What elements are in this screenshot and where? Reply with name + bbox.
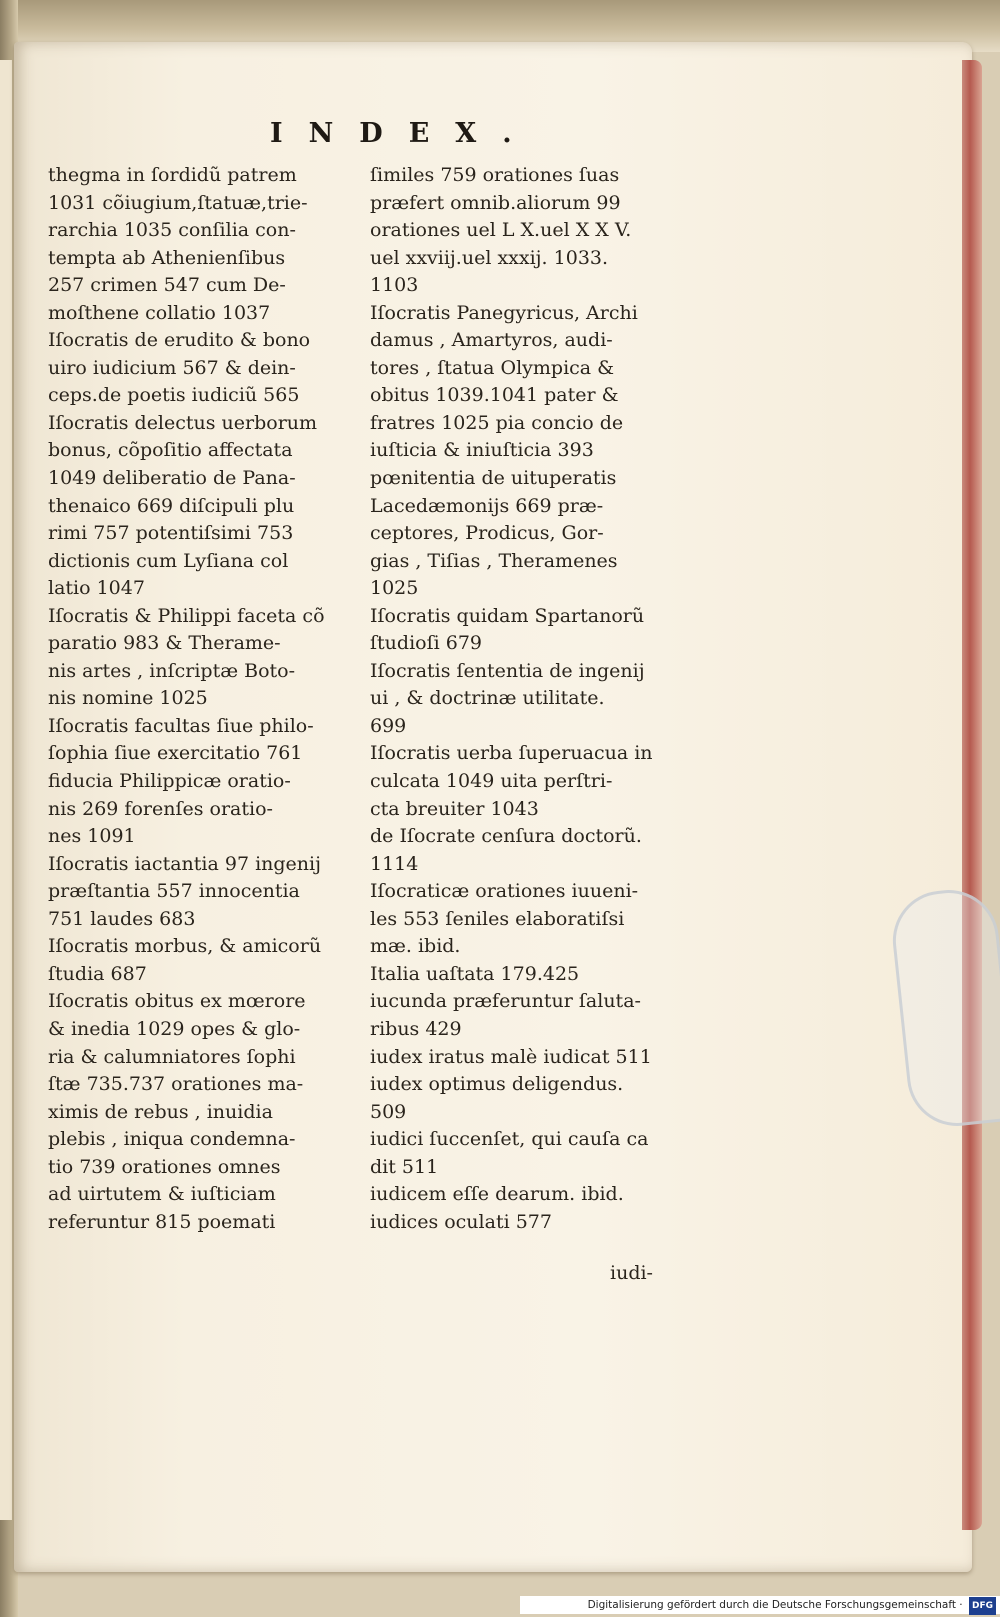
index-line: ſtæ 735.737 orationes ma- — [48, 1073, 304, 1096]
index-line: thenaico 669 diſcipuli plu — [48, 494, 295, 517]
index-line: ceptores, Prodicus, Gor- — [370, 522, 604, 545]
index-line: Iſocratis delectus uerborum — [48, 411, 318, 434]
index-line: ſtudioſi 679 — [370, 632, 482, 655]
index-line: Iſocratis facultas ſiue philo- — [48, 714, 314, 737]
index-line: ria & calumniatores ſophi — [48, 1045, 296, 1068]
index-line: Iſocratis Panegyricus, Archi — [370, 301, 638, 324]
index-line: 257 crimen 547 cum De- — [48, 274, 286, 297]
index-line: les 553 ſeniles elaboratiſsi — [370, 907, 625, 930]
index-column-right — [370, 162, 680, 1236]
index-line: Iſocratis de erudito & bono — [48, 329, 311, 352]
index-line: orationes uel L X.uel X X V. — [370, 219, 632, 242]
index-line: Lacedæmonijs 669 præ- — [370, 494, 604, 517]
index-line: Iſocratis iactantia 97 ingenij — [48, 852, 321, 875]
index-line: fratres 1025 pia concio de — [370, 411, 624, 434]
index-line: damus , Amartyros, audi- — [370, 329, 613, 352]
index-line: Iſocratis obitus ex mœrore — [48, 990, 306, 1013]
index-line: bonus, cõpoſitio affectata — [48, 439, 293, 462]
index-line: gias , Tiſias , Theramenes — [370, 549, 618, 572]
index-line: rimi 757 potentiſsimi 753 — [48, 522, 294, 545]
index-line: 1031 cõiugium,ſtatuæ,trie- — [48, 191, 308, 214]
index-line: thegma in ſordidũ patrem — [48, 164, 297, 186]
index-line: iudices oculati 577 — [370, 1210, 552, 1233]
index-line: fiducia Philippicæ oratio- — [48, 770, 291, 793]
index-line: ribus 429 — [370, 1017, 462, 1040]
facing-page-strip — [0, 60, 12, 1520]
index-line: dictionis cum Lyſiana col — [48, 549, 289, 572]
index-line: nes 1091 — [48, 825, 136, 848]
page-header: INDEX. — [270, 118, 538, 149]
index-line: ſimiles 759 orationes ſuas — [370, 164, 620, 186]
index-line: ximis de rebus , inuidia — [48, 1100, 273, 1123]
index-line: pœnitentia de uituperatis — [370, 467, 617, 490]
index-line: 1114 — [370, 852, 419, 875]
index-line: præfert omnib.aliorum 99 — [370, 191, 621, 214]
index-line: ad uirtutem & iuſticiam — [48, 1183, 276, 1206]
index-line: Iſocratis morbus, & amicorũ — [48, 935, 322, 958]
index-line: culcata 1049 uita perſtri- — [370, 770, 613, 793]
index-line: ceps.de poetis iudiciũ 565 — [48, 384, 300, 407]
index-line: Iſocraticæ orationes iuueni- — [370, 880, 639, 903]
index-line: tio 739 orationes omnes — [48, 1155, 281, 1178]
index-line: rarchia 1035 conſilia con- — [48, 219, 296, 242]
index-line: Iſocratis uerba ſuperuacua in — [370, 742, 653, 765]
index-line: iudici ſuccenſet, qui cauſa ca — [370, 1128, 649, 1151]
index-line: ſtudia 687 — [48, 962, 147, 985]
index-line: Iſocratis & Philippi faceta cõ — [48, 604, 325, 627]
index-line: mæ. ibid. — [370, 935, 461, 958]
index-line: ſophia ſiue exercitatio 761 — [48, 742, 303, 765]
index-line: paratio 983 & Therame- — [48, 632, 281, 655]
index-line: tempta ab Athenienſibus — [48, 246, 286, 269]
index-line: plebis , iniqua condemna- — [48, 1128, 296, 1151]
index-line: uel xxviij.uel xxxij. 1033. — [370, 246, 609, 269]
index-column-left — [48, 162, 368, 1236]
index-line: uiro iudicium 567 & dein- — [48, 356, 296, 379]
index-line: 1103 — [370, 274, 419, 297]
index-line: 509 — [370, 1100, 407, 1123]
index-line: latio 1047 — [48, 577, 145, 600]
index-line: iudicem eſſe dearum. ibid. — [370, 1183, 624, 1206]
index-line: iudex iratus malè iudicat 511 — [370, 1045, 652, 1068]
index-line: nis nomine 1025 — [48, 687, 208, 710]
index-line: cta breuiter 1043 — [370, 797, 539, 820]
index-line: & inedia 1029 opes & glo- — [48, 1017, 301, 1040]
index-line: ui , & doctrinæ utilitate. — [370, 687, 605, 710]
index-line: referuntur 815 poemati — [48, 1210, 276, 1233]
index-line: iucunda præferuntur ſaluta- — [370, 990, 641, 1013]
index-line: iudex optimus deligendus. — [370, 1073, 624, 1096]
index-line: præſtantia 557 innocentia — [48, 880, 300, 903]
digitization-footer — [520, 1596, 1000, 1614]
red-page-edge — [962, 60, 982, 1530]
index-line: iuſticia & iniuſticia 393 — [370, 439, 594, 462]
index-line: 699 — [370, 714, 407, 737]
catchword: iudi- — [610, 1262, 653, 1284]
index-line: obitus 1039.1041 pater & — [370, 384, 619, 407]
index-line: 1049 deliberatio de Pana- — [48, 467, 296, 490]
index-line: nis artes , inſcriptæ Boto- — [48, 659, 295, 682]
index-line: moſthene collatio 1037 — [48, 301, 271, 324]
index-line: dit 511 — [370, 1155, 439, 1178]
index-line: Iſocratis quidam Spartanorũ — [370, 604, 645, 627]
index-line: de Iſocrate cenſura doctorũ. — [370, 825, 642, 848]
index-line: tores , ſtatua Olympica & — [370, 356, 615, 379]
index-line: nis 269 forenſes oratio- — [48, 797, 273, 820]
index-line: 1025 — [370, 577, 419, 600]
index-line: Iſocratis ſententia de ingenij — [370, 659, 645, 682]
dfg-logo-icon: DFG — [969, 1597, 996, 1615]
footer-text: Digitalisierung gefördert durch die Deutsche Forschungsgemeinschaft · — [587, 1599, 963, 1611]
index-line: Italia uaſtata 179.425 — [370, 962, 580, 985]
index-line: 751 laudes 683 — [48, 907, 196, 930]
